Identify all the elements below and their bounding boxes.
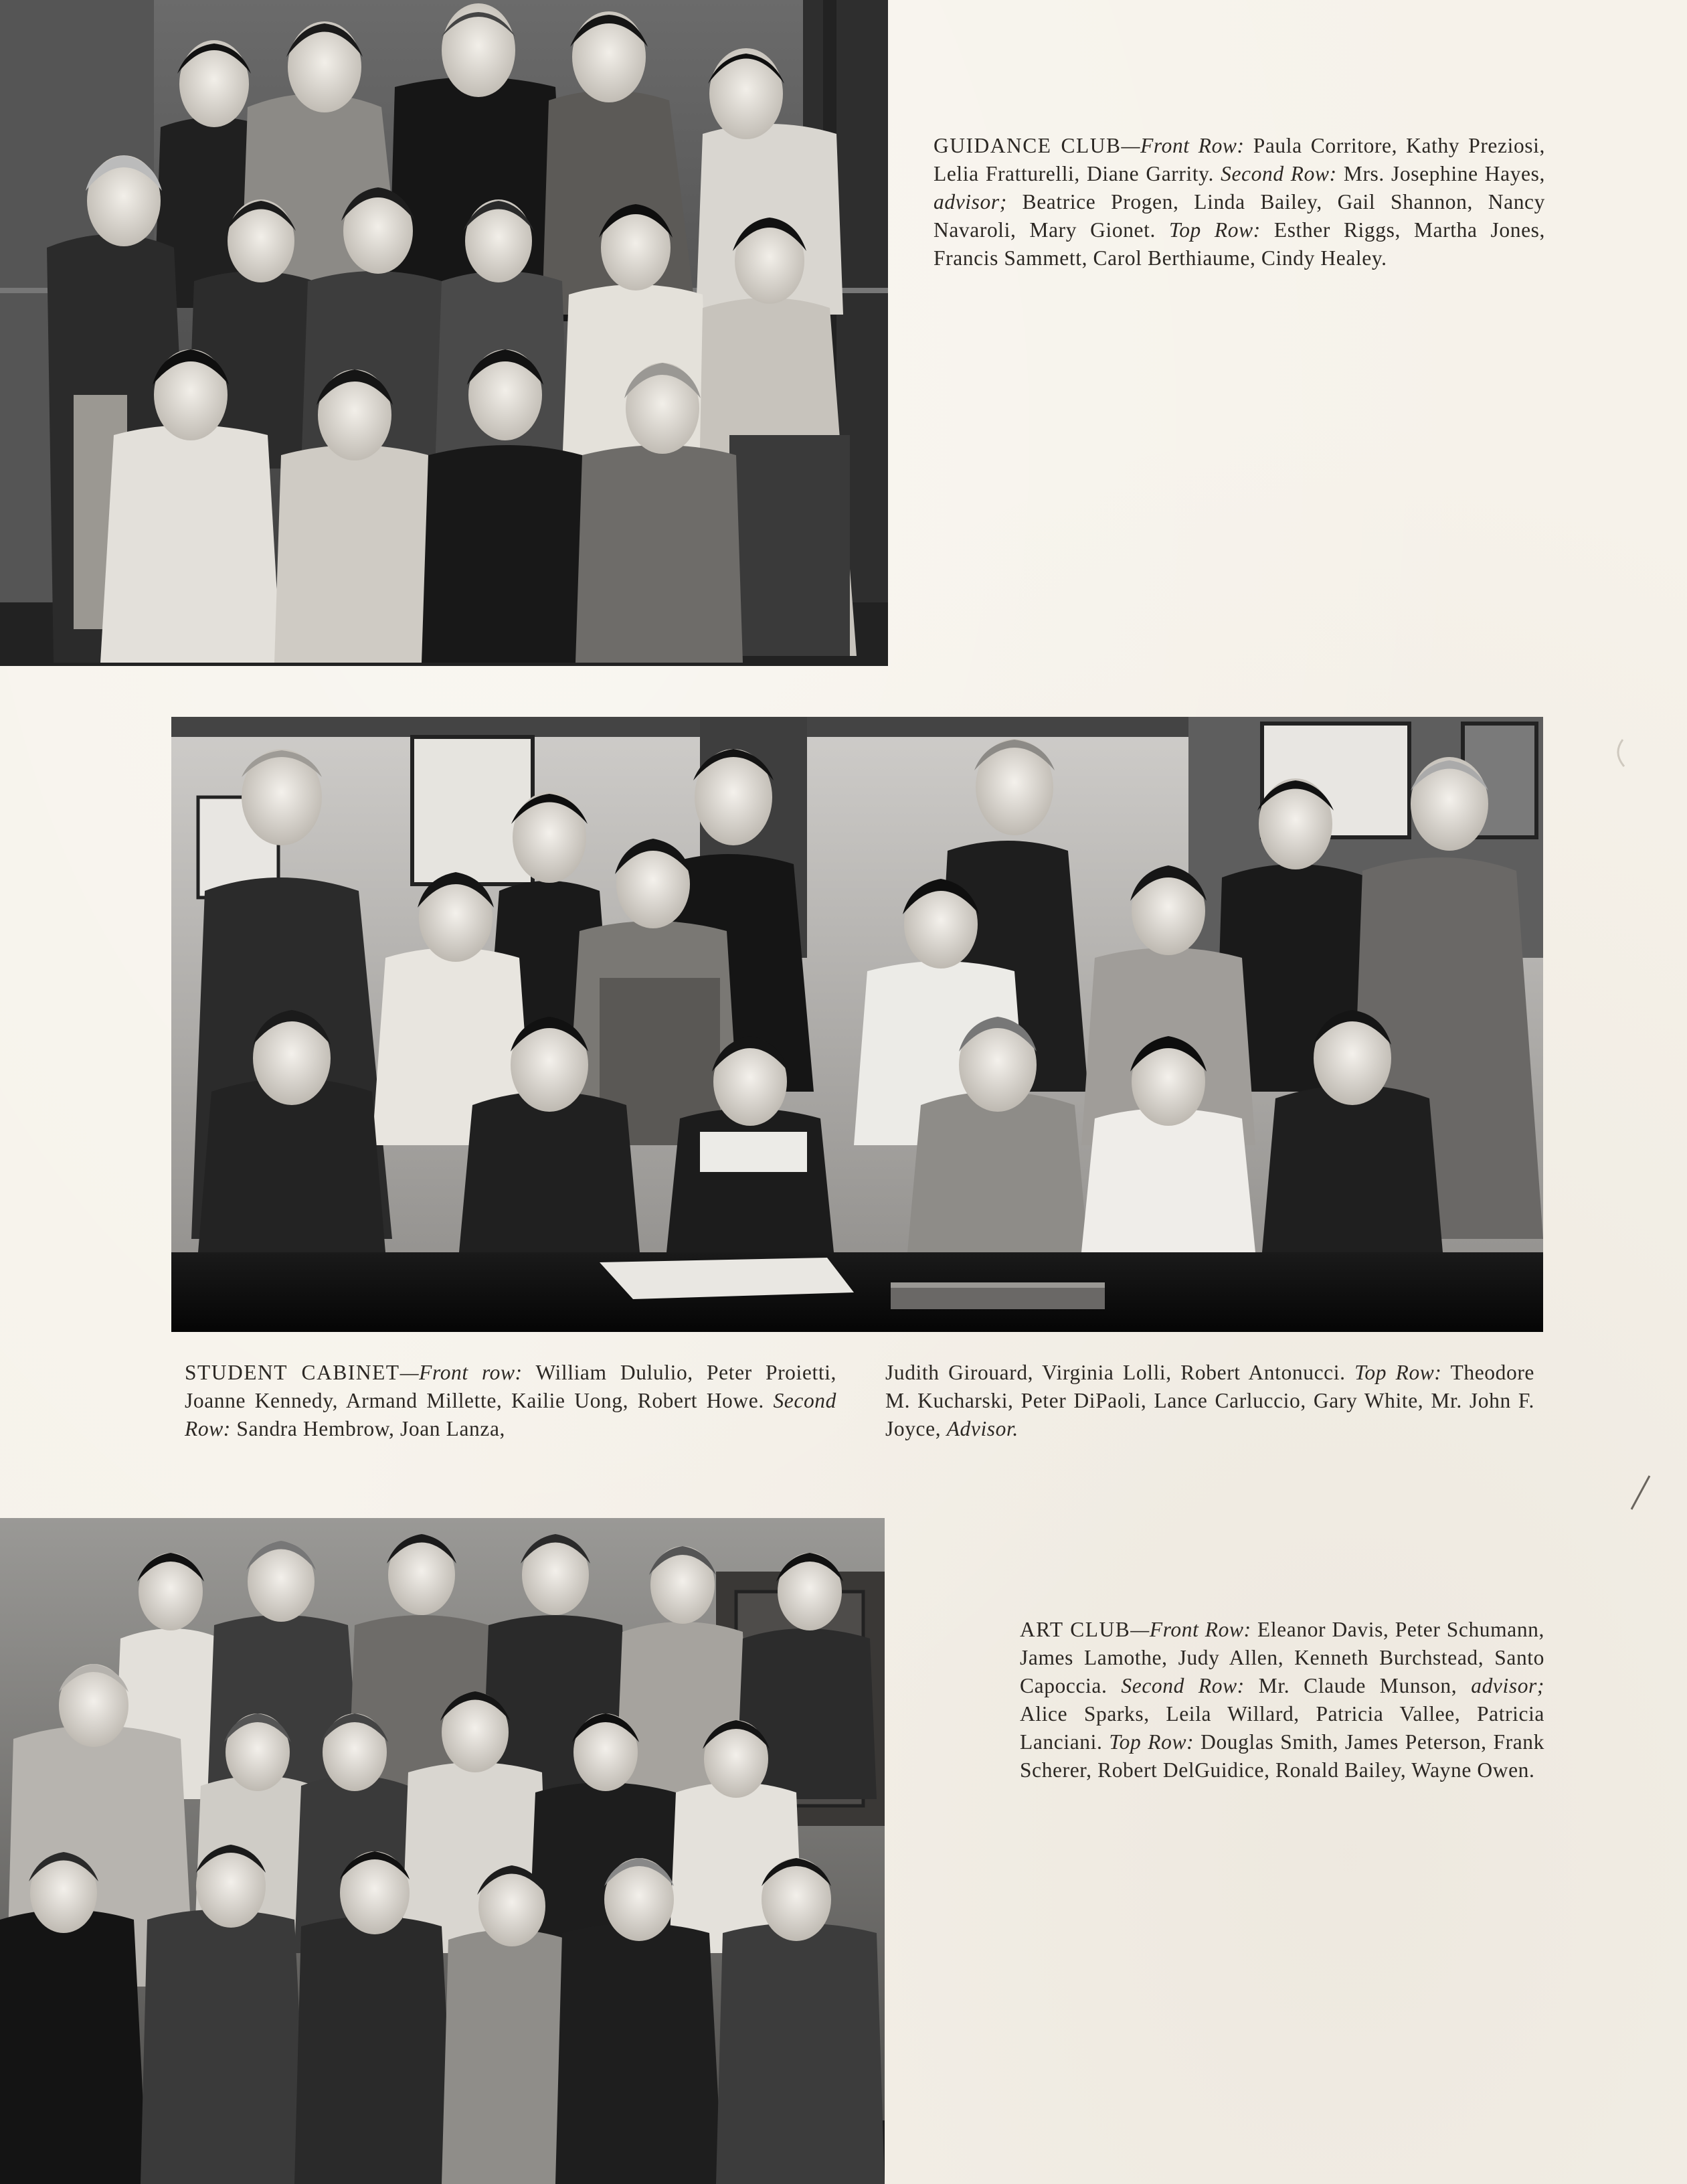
top-row-label: Top Row: [1354,1361,1442,1384]
guidance-club-photo [0,0,888,666]
second-row-names: Beatrice Progen, Linda Bailey, Gail Shannon, Nancy Navaroli, Mary Gionet. [934,190,1545,242]
advisor-label: advisor; [1471,1674,1545,1697]
second-row-names-part-1: Sandra Hembrow, Joan Lanza, [236,1417,506,1440]
club-name: ART CLUB [1020,1618,1131,1641]
student-cabinet-caption-col-2 [885,1359,1534,1443]
top-row-names: Douglas Smith, James Peterson, Frank Scherer, Robert DelGuidice, Ronald Bailey, Wayne Owen. [1020,1730,1544,1782]
student-cabinet-photo [171,717,1543,1332]
paper-mark [1609,736,1629,770]
front-row-label: Front Row: [1149,1618,1251,1641]
front-row-names: Eleanor Davis, Peter Schumann, James Lamothe, Judy Allen, Kenneth Burchstead, Santo Capoccia. [1020,1618,1544,1697]
caption-dash: — [399,1361,420,1384]
second-row-label: Second Row: [1121,1674,1245,1697]
top-row-label: Top Row: [1109,1730,1194,1754]
second-row-names-part-2: Judith Girouard, Virginia Lolli, Robert Antonucci. [885,1361,1346,1384]
top-row-label: Top Row: [1168,218,1261,242]
top-row-names: Esther Riggs, Martha Jones, Francis Sammett, Carol Berthiaume, Cindy Healey. [934,218,1546,270]
advisor-name: Mrs. Josephine Hayes, [1343,162,1545,185]
art-club-caption [1020,1616,1544,1784]
second-row-label: Second Row: [1221,162,1337,185]
club-name: GUIDANCE CLUB [934,134,1122,157]
second-row-names: Alice Sparks, Leila Willard, Patricia Vallee, Patricia Lanciani. [1020,1702,1544,1754]
guidance-club-caption [934,132,1545,272]
student-cabinet-caption-col-1 [185,1359,836,1443]
second-row-label: Second Row: [185,1389,836,1440]
caption-dash: — [1121,134,1141,157]
paper-mark [1626,1473,1653,1513]
club-name: STUDENT CABINET [185,1361,400,1384]
art-club-photo [0,1518,885,2184]
advisor-name: Mr. Claude Munson, [1258,1674,1457,1697]
front-row-names: William Dululio, Peter Proietti, Joanne Kennedy, Armand Millette, Kailie Uong, Robert Howe. [185,1361,836,1412]
front-row-label: Front row: [419,1361,523,1384]
top-row-names: Theodore M. Kucharski, Peter DiPaoli, Lance Carluccio, Gary White, Mr. John F. Joyce, [885,1361,1535,1440]
front-row-names: Paula Corritore, Kathy Preziosi, Lelia Fratturelli, Diane Garrity. [934,134,1545,185]
advisor-label: advisor; [934,190,1007,214]
advisor-label: Advisor. [946,1417,1018,1440]
caption-dash: — [1130,1618,1150,1641]
front-row-label: Front Row: [1140,134,1245,157]
